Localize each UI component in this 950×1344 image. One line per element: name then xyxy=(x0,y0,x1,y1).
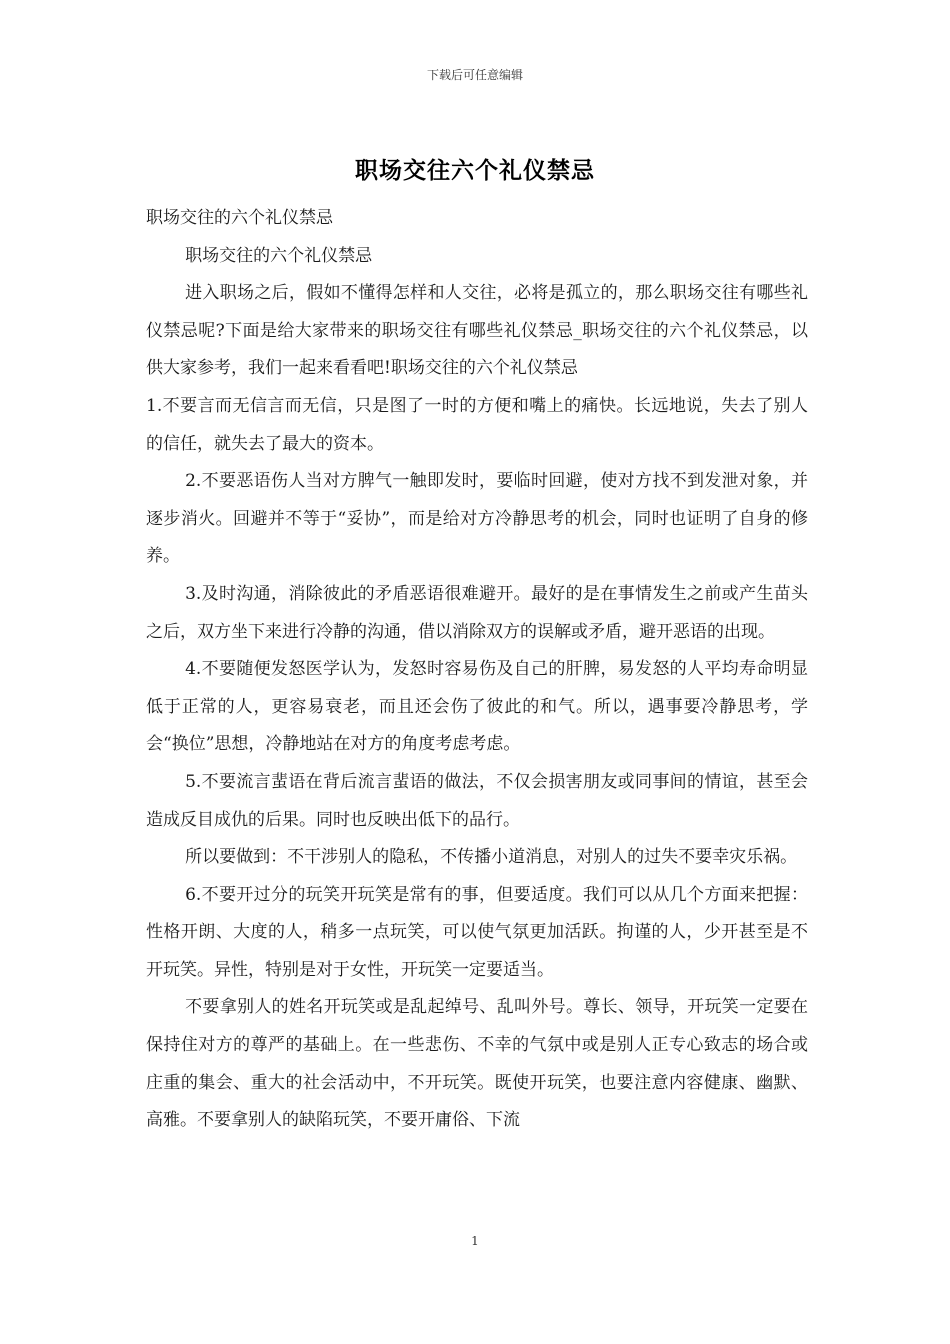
paragraph: 4.不要随便发怒医学认为，发怒时容易伤及自己的肝脾，易发怒的人平均寿命明显低于正常的人，更容易衰老，而且还会伤了彼此的和气。所以，遇事要冷静思考，学会“换位”思想，冷静地站在对方的角度考虑考虑。 xyxy=(146,659,808,755)
paragraph: 所以要做到：不干涉别人的隐私，不传播小道消息，对别人的过失不要幸灾乐祸。 xyxy=(185,847,798,868)
paragraph: 不要拿别人的姓名开玩笑或是乱起绰号、乱叫外号。尊长、领导，开玩笑一定要在保持住对方的尊严的基础上。在一些悲伤、不幸的气氛中或是别人正专心致志的场合或庄重的集会、重大的社会活动中，不开玩笑。既使开玩笑，也要注意内容健康、幽默、高雅。不要拿别人的缺陷玩笑，不要开庸俗、下流 xyxy=(146,997,808,1131)
paragraph: 1.不要言而无信言而无信，只是图了一时的方便和嘴上的痛快。长远地说，失去了别人的信任，就失去了最大的资本。 xyxy=(146,395,808,454)
page-header: 下载后可任意编辑 xyxy=(426,68,523,82)
paragraph: 职场交往的六个礼仪禁忌 xyxy=(185,245,373,266)
document-body xyxy=(146,200,808,1140)
paragraph: 5.不要流言蜚语在背后流言蜚语的做法，不仅会损害朋友或同事间的情谊，甚至会造成反目成仇的后果。同时也反映出低下的品行。 xyxy=(146,771,808,830)
paragraph: 职场交往的六个礼仪禁忌 xyxy=(146,208,333,228)
page-number: 1 xyxy=(471,1234,479,1248)
document-title: 职场交往六个礼仪禁忌 xyxy=(355,157,595,184)
paragraph: 进入职场之后，假如不懂得怎样和人交往，必将是孤立的，那么职场交往有哪些礼仪禁忌呢?下面是给大家带来的职场交往有哪些礼仪禁忌_职场交往的六个礼仪禁忌，以供大家参考，我们一起来看看吧!职场交往的六个礼仪禁忌 xyxy=(146,283,808,379)
paragraph: 2.不要恶语伤人当对方脾气一触即发时，要临时回避，使对方找不到发泄对象，并逐步消火。回避并不等于“妥协”，而是给对方冷静思考的机会，同时也证明了自身的修养。 xyxy=(146,471,808,567)
paragraph: 6.不要开过分的玩笑开玩笑是常有的事，但要适度。我们可以从几个方面来把握：性格开朗、大度的人，稍多一点玩笑，可以使气氛更加活跃。拘谨的人，少开甚至是不开玩笑。异性，特别是对于女性，开玩笑一定要适当。 xyxy=(146,884,808,980)
paragraph: 3.及时沟通，消除彼此的矛盾恶语很难避开。最好的是在事情发生之前或产生苗头之后，双方坐下来进行冷静的沟通，借以消除双方的误解或矛盾，避开恶语的出现。 xyxy=(146,583,808,642)
